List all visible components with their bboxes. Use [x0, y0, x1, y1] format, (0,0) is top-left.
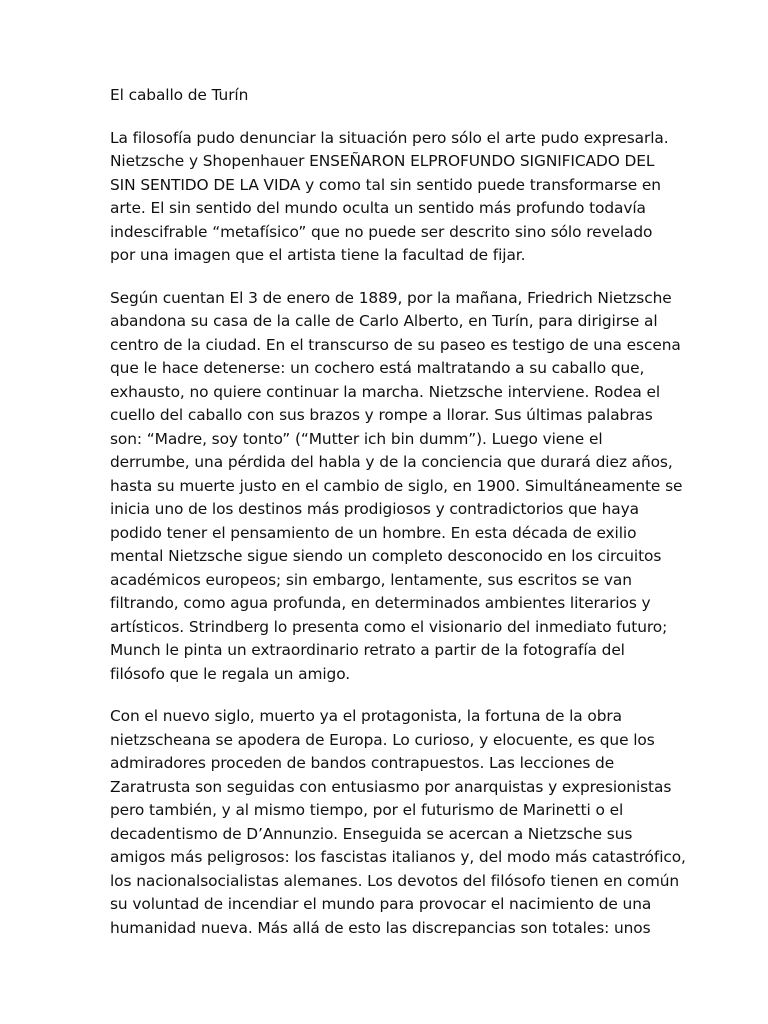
- text-line: Nietzsche y Shopenhauer ENSEÑARON ELPROFUNDO SIGNIFICADO DEL: [110, 152, 655, 170]
- text-line: por una imagen que el artista tiene la facultad de fijar.: [110, 246, 526, 264]
- text-line: académicos europeos; sin embargo, lentamente, sus escritos se van: [110, 570, 632, 589]
- text-line: Según cuentan El 3 de enero de 1889, por la mañana, Friedrich Nietzsche: [110, 288, 672, 307]
- text-line: filtrando, como agua profunda, en determinados ambientes literarios y: [110, 594, 651, 612]
- text-line: Zaratrusta son seguidas con entusiasmo por anarquistas y expresionistas: [110, 777, 672, 796]
- text-line: artísticos. Strindberg lo presenta como el visionario del inmediato futuro;: [110, 617, 668, 636]
- text-line: cuello del caballo con sus brazos y rompe a llorar. Sus últimas palabras: [110, 406, 653, 424]
- text-line: los nacionalsocialistas alemanes. Los devotos del filósofo tienen en común: [110, 871, 680, 890]
- text-line: humanidad nueva. Más allá de esto las discrepancias son totales: unos: [110, 918, 651, 937]
- paragraph-3: [110, 705, 686, 940]
- text-line: La filosofía pudo denunciar la situación pero sólo el arte pudo expresarla.: [110, 128, 669, 147]
- text-line: exhausto, no quiere continuar la marcha. Nietzsche interviene. Rodea el: [110, 382, 661, 401]
- document-title: El caballo de Turín: [110, 86, 249, 104]
- text-line: su voluntad de incendiar el mundo para provocar el nacimiento de una: [110, 895, 652, 913]
- text-line: decadentismo de D’Annunzio. Enseguida se acercan a Nietzsche sus: [110, 824, 633, 843]
- text-line: Con el nuevo siglo, muerto ya el protagonista, la fortuna de la obra: [110, 707, 622, 725]
- text-line: nietzscheana se apodera de Europa. Lo curioso, y elocuente, es que los: [110, 730, 655, 749]
- text-line: que le hace detenerse: un cochero está maltratando a su caballo que,: [110, 359, 645, 377]
- text-line: podido tener el pensamiento de un hombre. En esta década de exilio: [110, 523, 637, 542]
- text-line: mental Nietzsche sigue siendo un completo desconocido en los circuitos: [110, 547, 662, 565]
- text-line: centro de la ciudad. En el transcurso de su paseo es testigo de una escena: [110, 335, 681, 354]
- paragraph-2: [110, 287, 683, 687]
- text-line: inicia uno de los destinos más prodigiosos y contradictorios que haya: [110, 500, 639, 518]
- text-line: amigos más peligrosos: los fascistas italianos y, del modo más catastrófico,: [110, 848, 686, 866]
- text-line: hasta su muerte justo en el cambio de siglo, en 1900. Simultáneamente se: [110, 476, 683, 495]
- text-line: abandona su casa de la calle de Carlo Alberto, en Turín, para dirigirse al: [110, 312, 658, 330]
- text-line: derrumbe, una pérdida del habla y de la conciencia que durará diez años,: [110, 453, 673, 471]
- text-line: filósofo que le regala un amigo.: [110, 664, 351, 683]
- paragraph-1: [110, 127, 668, 268]
- text-line: indescifrable “metafísico” que no puede ser descrito sino sólo revelado: [110, 222, 653, 241]
- text-line: SIN SENTIDO DE LA VIDA y como tal sin sentido puede transformarse en: [110, 175, 661, 194]
- text-line: Munch le pinta un extraordinario retrato a partir de la fotografía del: [110, 641, 625, 659]
- text-line: arte. El sin sentido del mundo oculta un sentido más profundo todavía: [110, 199, 646, 217]
- text-line: son: “Madre, soy tonto” (“Mutter ich bin dumm”). Luego viene el: [110, 429, 603, 448]
- text-line: admiradores proceden de bandos contrapuestos. Las lecciones de: [110, 754, 615, 772]
- text-line: pero también, y al mismo tiempo, por el futurismo de Marinetti o el: [110, 801, 624, 819]
